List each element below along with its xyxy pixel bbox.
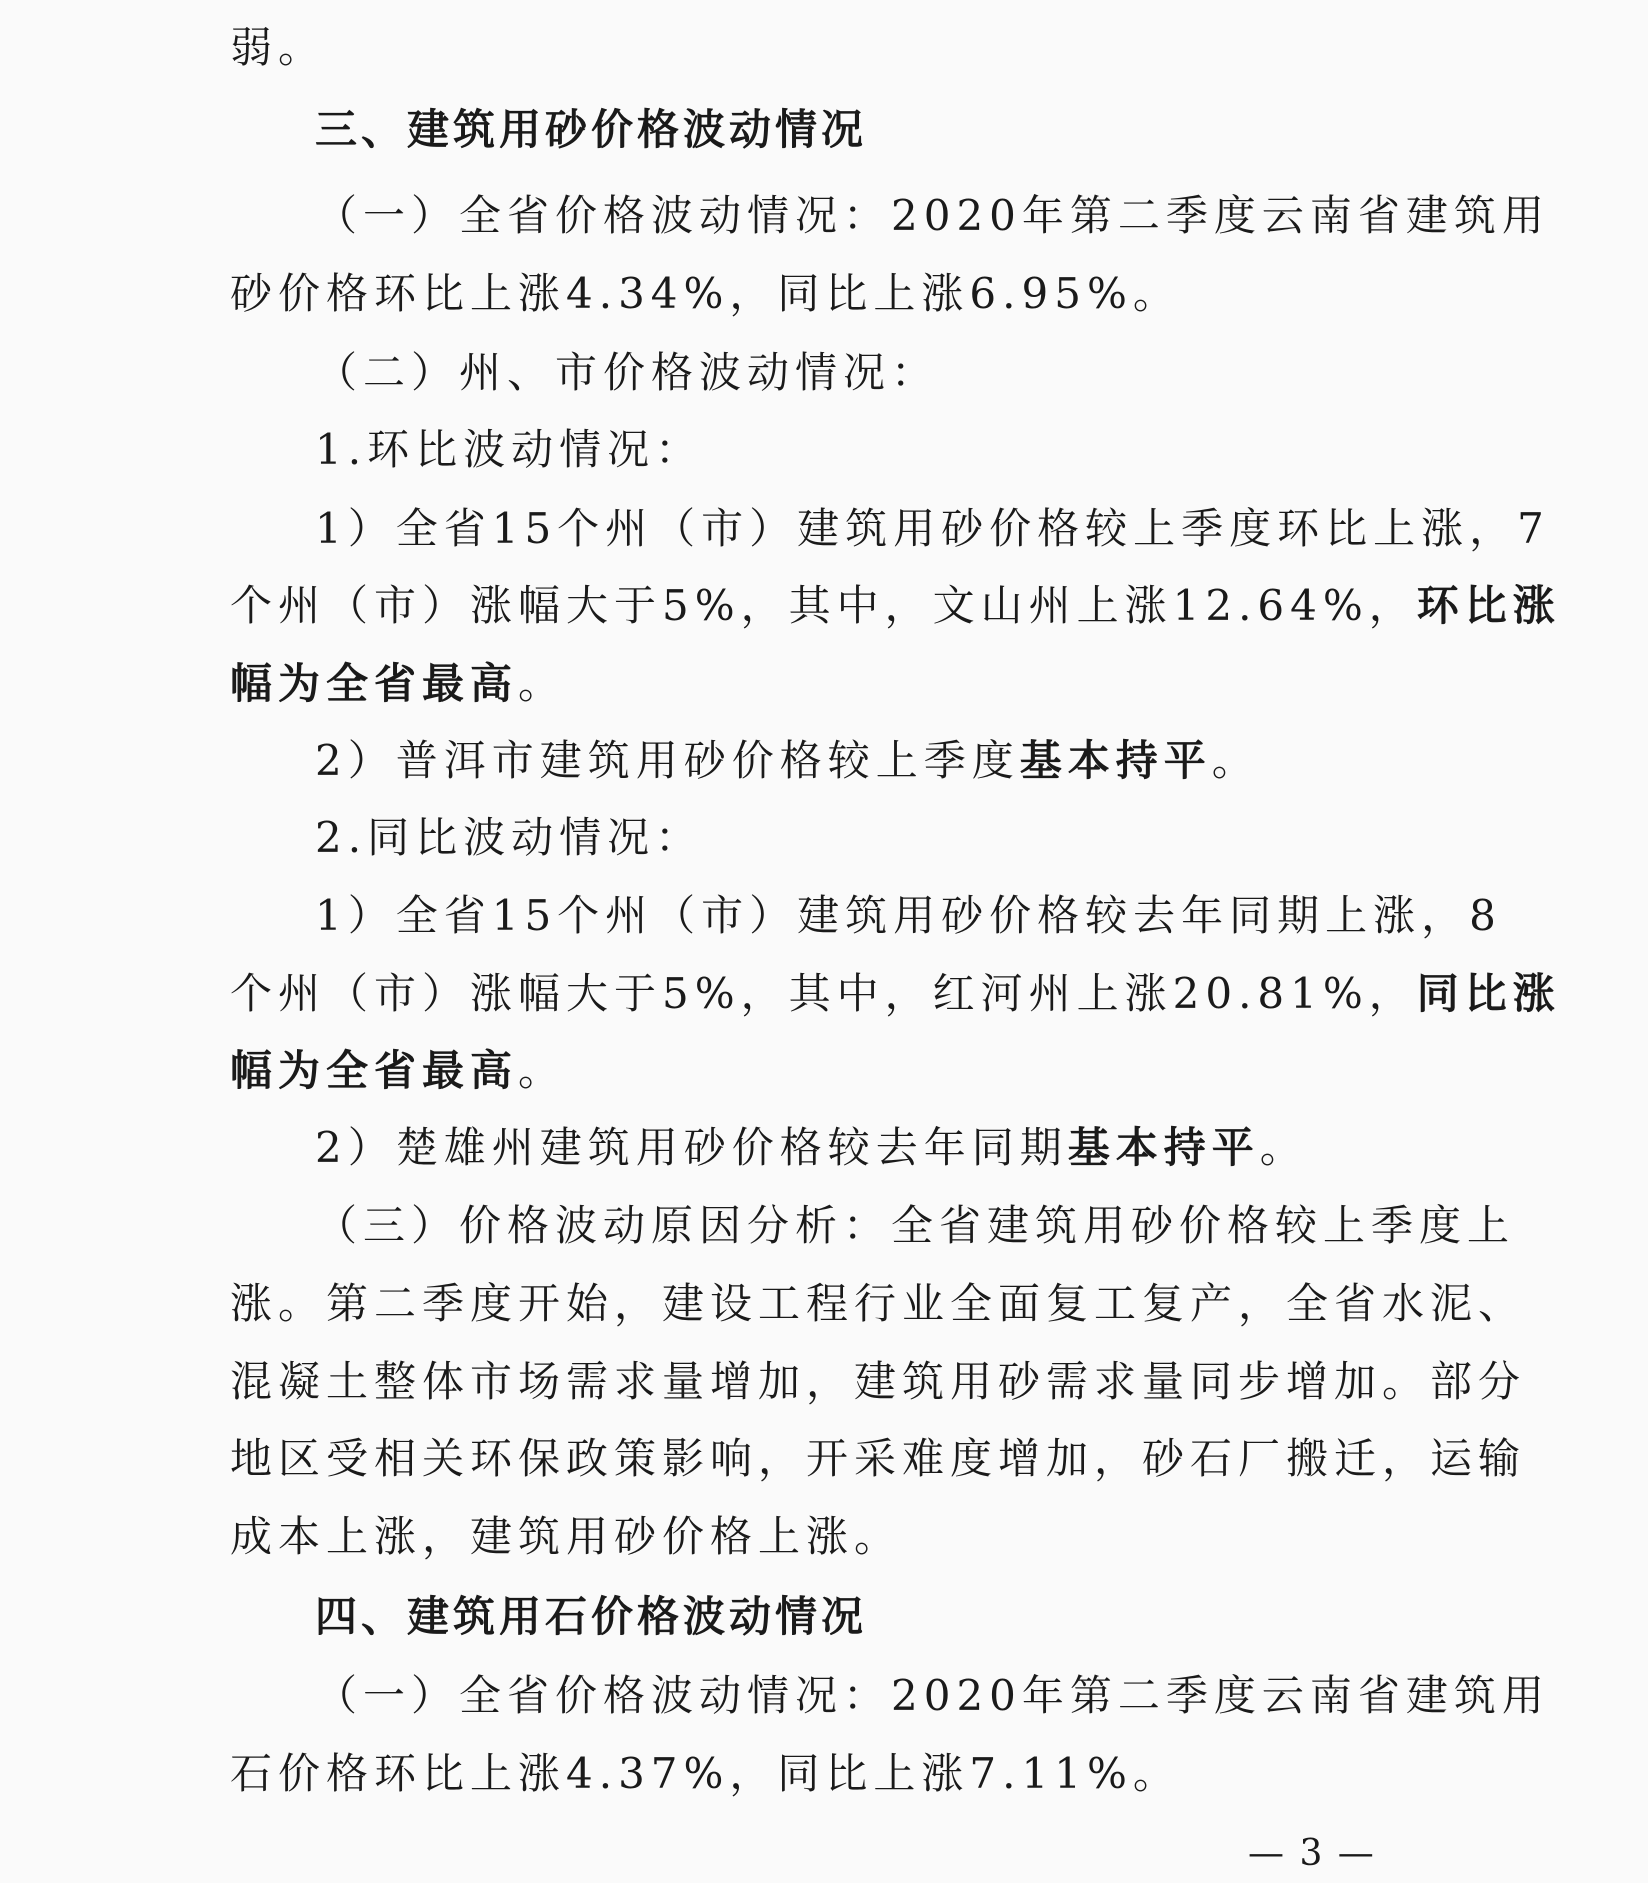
ring-item-1-line-2-bold-text: 环比涨 <box>1416 581 1561 630</box>
ring-item-1-line-1: 1）全省15个州（市）建筑用砂价格较上季度环比上涨，7 <box>315 504 1550 553</box>
ring-item-2-line <box>315 733 1435 789</box>
ring-item-1-line-3 <box>230 656 1435 712</box>
ring-item-2-text: 2）普洱市建筑用砂价格较上季度 <box>315 736 1020 785</box>
section-4-paragraph-1-line-2: 石价格环比上涨4.37%，同比上涨7.11%。 <box>230 1749 1181 1798</box>
ring-item-1-line-3-bold-text: 幅为全省最高 <box>230 659 519 708</box>
reason-analysis-line-4: 地区受相关环保政策影响，开采难度增加，砂石厂搬迁，运输 <box>230 1434 1527 1483</box>
page-number: — 3 — <box>1248 1833 1376 1874</box>
year-item-1-line-2-bold-text: 同比涨 <box>1416 969 1561 1018</box>
year-item-2-text: 2）楚雄州建筑用砂价格较去年同期 <box>315 1123 1068 1172</box>
reason-analysis-line-1: （三）价格波动原因分析：全省建筑用砂价格较上季度上 <box>315 1201 1516 1250</box>
year-item-2-bold-text: 基本持平 <box>1067 1123 1260 1172</box>
ring-comparison-heading: 1.环比波动情况： <box>315 425 704 474</box>
year-item-2-line <box>315 1120 1435 1176</box>
year-item-1-line-3 <box>230 1043 1435 1099</box>
year-item-1-line-2 <box>230 966 1561 1022</box>
fragment-line: 弱。 <box>230 23 327 72</box>
year-item-1-line-2-text: 个州（市）涨幅大于5%，其中，红河州上涨20.81%， <box>230 969 1417 1018</box>
ring-item-2-end: 。 <box>1211 736 1260 785</box>
ring-item-1-line-2 <box>230 578 1561 634</box>
section-3-paragraph-2-heading: （二）州、市价格波动情况： <box>315 348 940 397</box>
section-4-paragraph-1-line-1: （一）全省价格波动情况：2020年第二季度云南省建筑用 <box>315 1671 1550 1720</box>
ring-item-1-line-3-end: 。 <box>518 659 567 708</box>
year-item-2-end: 。 <box>1259 1123 1308 1172</box>
ring-item-1-line-2-text: 个州（市）涨幅大于5%，其中，文山州上涨12.64%， <box>230 581 1417 630</box>
section-3-heading: 三、建筑用砂价格波动情况 <box>315 105 868 154</box>
year-item-1-line-3-bold-text: 幅为全省最高 <box>230 1046 519 1095</box>
ring-item-2-bold-text: 基本持平 <box>1019 736 1212 785</box>
year-item-1-line-3-end: 。 <box>518 1046 567 1095</box>
section-3-paragraph-1-line-2: 砂价格环比上涨4.34%，同比上涨6.95%。 <box>230 269 1181 318</box>
reason-analysis-line-5: 成本上涨，建筑用砂价格上涨。 <box>230 1512 903 1561</box>
year-item-1-line-1: 1）全省15个州（市）建筑用砂价格较去年同期上涨，8 <box>315 891 1502 940</box>
reason-analysis-line-2: 涨。第二季度开始，建设工程行业全面复工复产，全省水泥、 <box>230 1279 1527 1328</box>
reason-analysis-line-3: 混凝土整体市场需求量增加，建筑用砂需求量同步增加。部分 <box>230 1357 1527 1406</box>
section-3-paragraph-1-line-1: （一）全省价格波动情况：2020年第二季度云南省建筑用 <box>315 191 1550 240</box>
year-comparison-heading: 2.同比波动情况： <box>315 813 704 862</box>
section-4-heading: 四、建筑用石价格波动情况 <box>315 1592 868 1641</box>
